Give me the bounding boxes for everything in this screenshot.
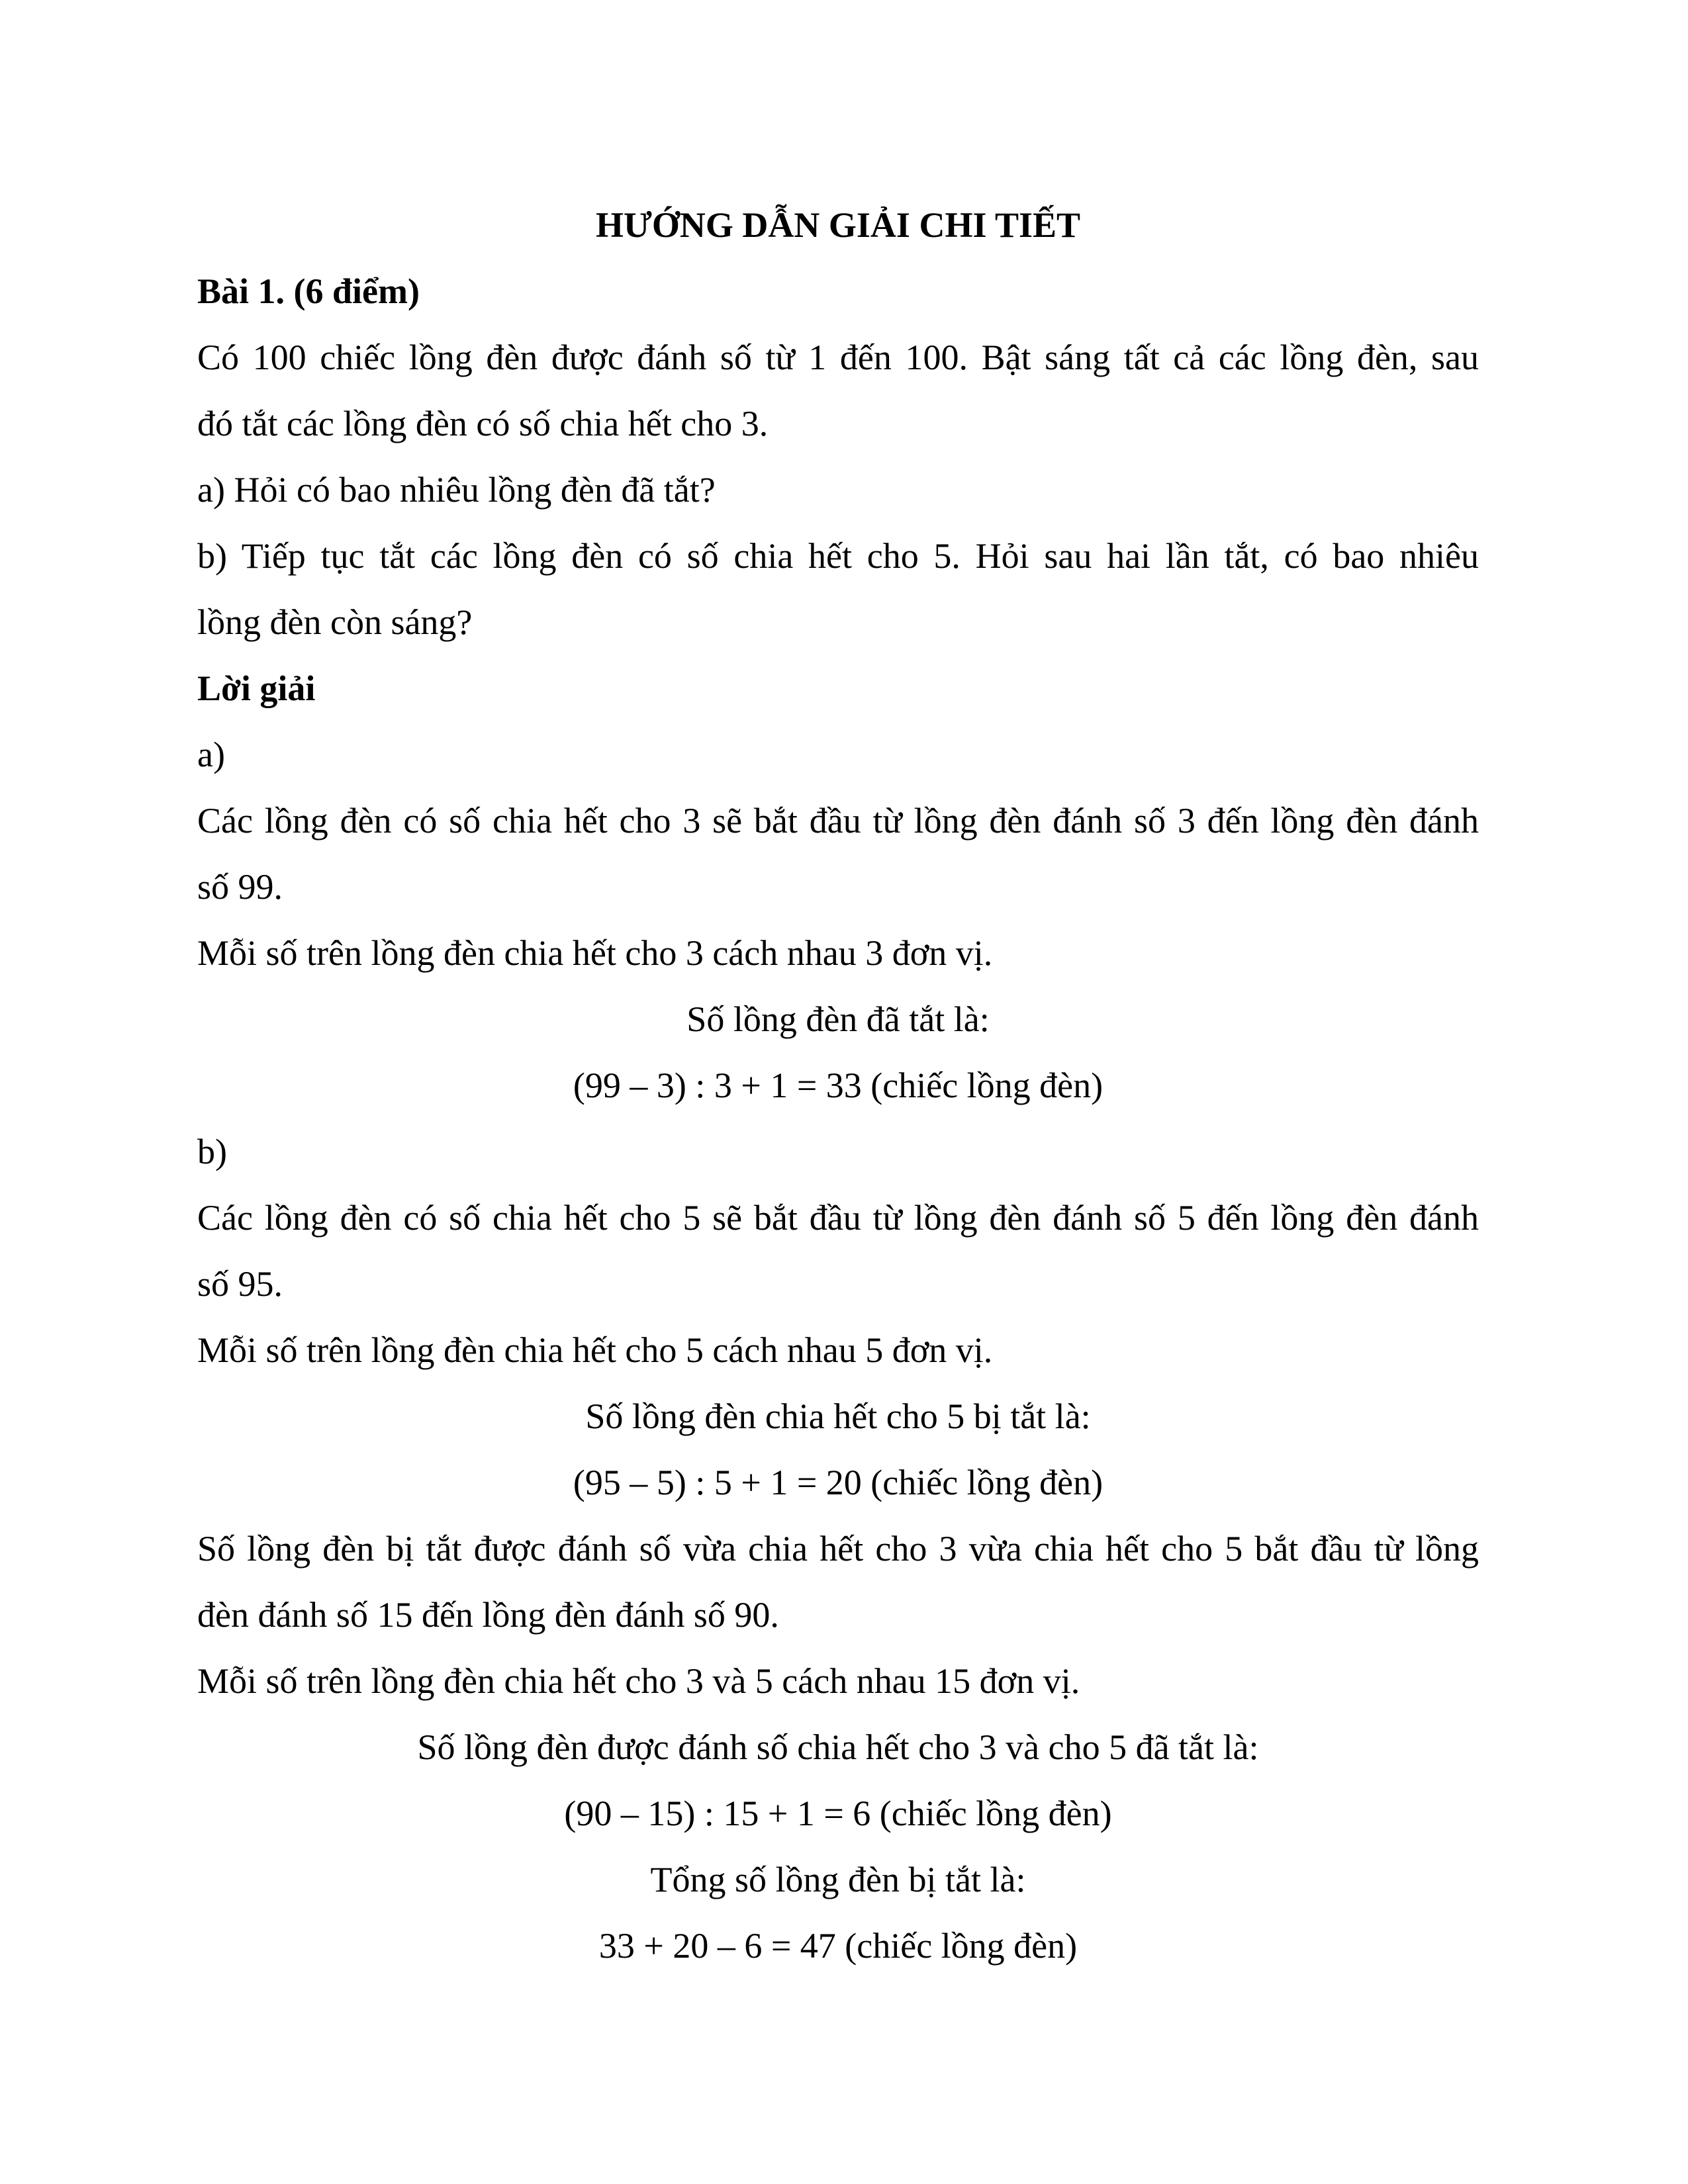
part-a-paragraph-1-line-1: Các lồng đèn có số chia hết cho 3 sẽ bắt đầu từ lồng đèn đánh số 3 đến lồng đèn đánh [197, 801, 1479, 841]
part-a-label: a) [197, 735, 225, 774]
part-b-calc-1: (95 – 5) : 5 + 1 = 20 (chiếc lồng đèn) [573, 1463, 1103, 1502]
part-b-calc-2: (90 – 15) : 15 + 1 = 6 (chiếc lồng đèn) [564, 1794, 1112, 1833]
part-a-paragraph-1-line-2: số 99. [197, 867, 283, 907]
question-b-line-2: lồng đèn còn sáng? [197, 602, 473, 642]
question-b-line-1: b) Tiếp tục tắt các lồng đèn có số chia hết cho 5. Hỏi sau hai lần tắt, có bao nhiêu [197, 536, 1479, 576]
problem-statement-line-2: đó tắt các lồng đèn có số chia hết cho 3. [197, 404, 769, 443]
part-a-calc-title: Số lồng đèn đã tắt là: [686, 999, 990, 1039]
document-title: HƯỚNG DẪN GIẢI CHI TIẾT [595, 205, 1081, 245]
solution-heading: Lời giải [197, 668, 316, 708]
part-b-paragraph-1-line-2: số 95. [197, 1264, 283, 1304]
part-b-paragraph-3-line-2: đèn đánh số 15 đến lồng đèn đánh số 90. [197, 1595, 779, 1635]
part-b-paragraph-4: Mỗi số trên lồng đèn chia hết cho 3 và 5 cách nhau 15 đơn vị. [197, 1661, 1080, 1701]
document-page [197, 192, 1479, 1979]
part-b-paragraph-1-line-1: Các lồng đèn có số chia hết cho 5 sẽ bắt đầu từ lồng đèn đánh số 5 đến lồng đèn đánh [197, 1198, 1479, 1238]
part-b-calc-3-title: Tổng số lồng đèn bị tắt là: [650, 1860, 1026, 1899]
part-b-paragraph-3-line-1: Số lồng đèn bị tắt được đánh số vừa chia hết cho 3 vừa chia hết cho 5 bắt đầu từ lồng [197, 1529, 1479, 1569]
part-b-calc-3: 33 + 20 – 6 = 47 (chiếc lồng đèn) [598, 1926, 1078, 1966]
problem-statement-line-1: Có 100 chiếc lồng đèn được đánh số từ 1 đến 100. Bật sáng tất cả các lồng đèn, sau [197, 338, 1479, 377]
part-b-calc-2-title: Số lồng đèn được đánh số chia hết cho 3 và cho 5 đã tắt là: [417, 1727, 1259, 1767]
part-b-calc-1-title: Số lồng đèn chia hết cho 5 bị tắt là: [585, 1396, 1091, 1436]
part-a-paragraph-2: Mỗi số trên lồng đèn chia hết cho 3 cách nhau 3 đơn vị. [197, 933, 993, 973]
part-b-label: b) [197, 1132, 227, 1171]
question-a: a) Hỏi có bao nhiêu lồng đèn đã tắt? [197, 470, 716, 510]
part-a-calc: (99 – 3) : 3 + 1 = 33 (chiếc lồng đèn) [573, 1066, 1103, 1105]
problem-heading: Bài 1. (6 điểm) [197, 271, 420, 311]
part-b-paragraph-2: Mỗi số trên lồng đèn chia hết cho 5 cách nhau 5 đơn vị. [197, 1330, 993, 1370]
